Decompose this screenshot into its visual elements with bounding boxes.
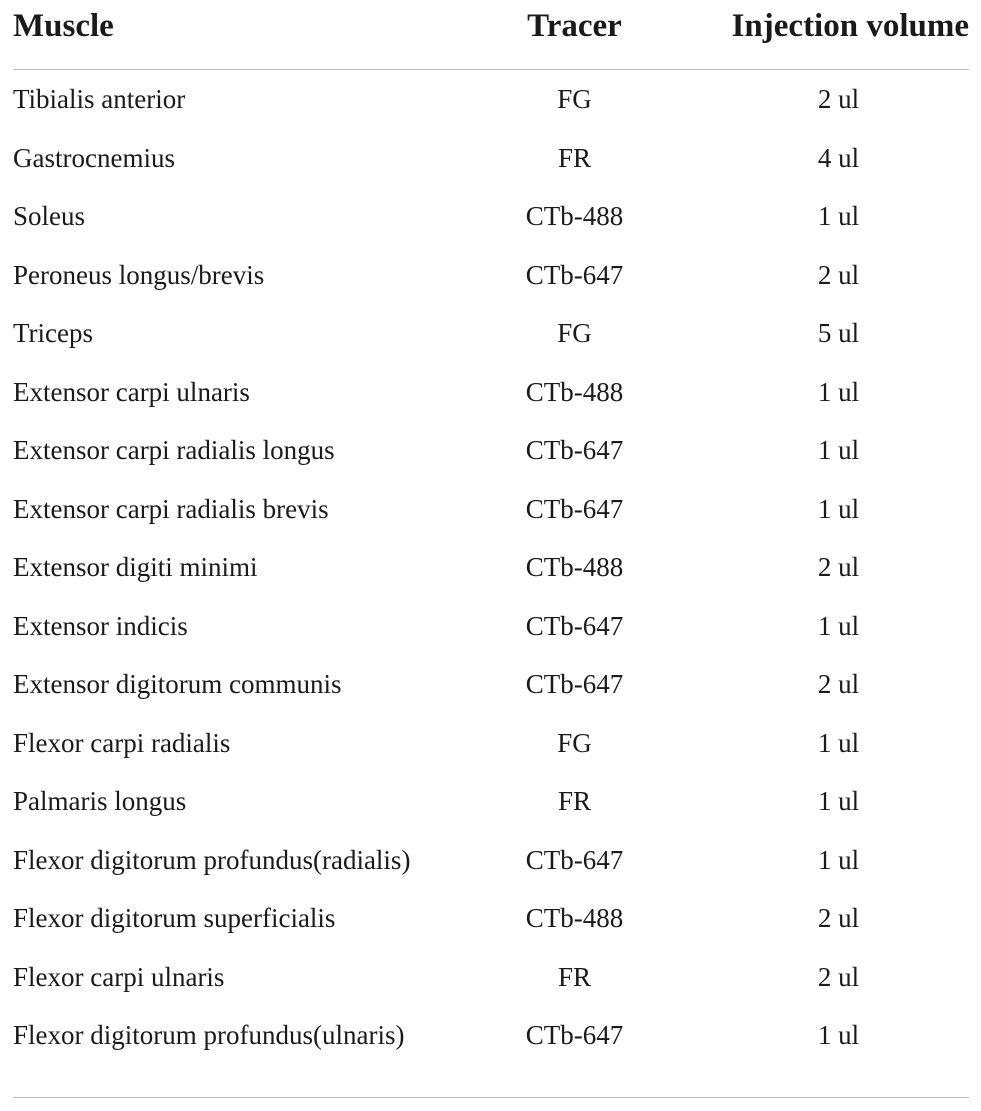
muscle-cell: Extensor indicis [13, 610, 188, 641]
tracer-cell: FG [557, 318, 592, 348]
tracer-table-container [13, 0, 969, 1065]
tracer-cell: CTb-647 [525, 1020, 624, 1050]
table-row [13, 480, 969, 539]
header-row [13, 0, 969, 70]
tracer-cell: CTb-647 [525, 493, 624, 524]
muscle-cell: Tibialis anterior [13, 84, 186, 114]
tracer-cell: CTb-647 [525, 259, 624, 290]
muscle-cell: Gastrocnemius [13, 142, 175, 173]
table-row [13, 246, 969, 305]
tracer-cell: FR [557, 961, 592, 992]
injection-volume-cell: 2 ul [817, 903, 860, 933]
table-row [13, 70, 969, 129]
header-tracer: Tracer [483, 0, 666, 70]
table-row [13, 889, 969, 948]
muscle-cell: Flexor carpi radialis [13, 727, 231, 758]
tracer-injection-table [13, 0, 969, 1065]
injection-volume-cell: 2 ul [817, 669, 860, 699]
muscle-cell: Soleus [13, 201, 86, 231]
injection-volume-cell: 1 ul [817, 376, 860, 407]
table-row [13, 538, 969, 597]
header-muscle: Muscle [13, 0, 483, 70]
tracer-cell: CTb-647 [525, 669, 624, 699]
tracer-cell: CTb-488 [525, 376, 624, 407]
tracer-cell: FG [557, 84, 592, 114]
muscle-cell: Extensor digiti minimi [13, 552, 258, 582]
table-row [13, 363, 969, 422]
table-header [13, 0, 969, 70]
tracer-cell: CTb-488 [525, 552, 624, 582]
table-row [13, 304, 969, 363]
header-injection-volume: Injection volume [666, 0, 969, 70]
muscle-cell: Extensor carpi radialis longus [13, 435, 335, 465]
injection-volume-cell: 1 ul [817, 786, 860, 816]
table-row [13, 1006, 969, 1065]
table-row [13, 187, 969, 246]
injection-volume-cell: 1 ul [817, 201, 860, 231]
muscle-cell: Flexor digitorum superficialis [13, 903, 336, 933]
injection-volume-cell: 2 ul [817, 259, 860, 290]
tracer-cell: CTb-647 [525, 435, 624, 465]
table-row [13, 597, 969, 656]
tracer-cell: CTb-488 [525, 903, 624, 933]
injection-volume-cell: 4 ul [817, 142, 860, 173]
injection-volume-cell: 1 ul [817, 727, 860, 758]
injection-volume-cell: 1 ul [817, 493, 860, 524]
table-row [13, 831, 969, 890]
injection-volume-cell: 1 ul [817, 610, 860, 641]
injection-volume-cell: 1 ul [817, 435, 860, 465]
injection-volume-cell: 1 ul [817, 1020, 860, 1050]
tracer-cell: FG [557, 727, 592, 758]
tracer-cell: CTb-647 [525, 610, 624, 641]
injection-volume-cell: 2 ul [817, 552, 860, 582]
injection-volume-cell: 2 ul [817, 84, 860, 114]
injection-volume-cell: 5 ul [817, 318, 860, 348]
table-row [13, 421, 969, 480]
muscle-cell: Palmaris longus [13, 786, 187, 816]
tracer-cell: CTb-647 [525, 844, 624, 875]
muscle-cell: Flexor digitorum profundus(radialis) [13, 844, 411, 875]
tracer-cell: CTb-488 [525, 201, 624, 231]
injection-volume-cell: 2 ul [817, 961, 860, 992]
table-row [13, 714, 969, 773]
tracer-cell: FR [557, 142, 592, 173]
muscle-cell: Extensor digitorum communis [13, 669, 342, 699]
muscle-cell: Peroneus longus/brevis [13, 259, 265, 290]
injection-volume-cell: 1 ul [817, 844, 860, 875]
muscle-cell: Extensor carpi ulnaris [13, 376, 250, 407]
table-row [13, 129, 969, 188]
muscle-cell: Extensor carpi radialis brevis [13, 493, 329, 524]
muscle-cell: Flexor digitorum profundus(ulnaris) [13, 1020, 405, 1050]
muscle-cell: Flexor carpi ulnaris [13, 961, 225, 992]
table-row [13, 772, 969, 831]
table-row [13, 948, 969, 1007]
table-bottom-rule [13, 1097, 969, 1098]
table-body [13, 70, 969, 1065]
muscle-cell: Triceps [13, 318, 94, 348]
tracer-cell: FR [557, 786, 592, 816]
table-row [13, 655, 969, 714]
